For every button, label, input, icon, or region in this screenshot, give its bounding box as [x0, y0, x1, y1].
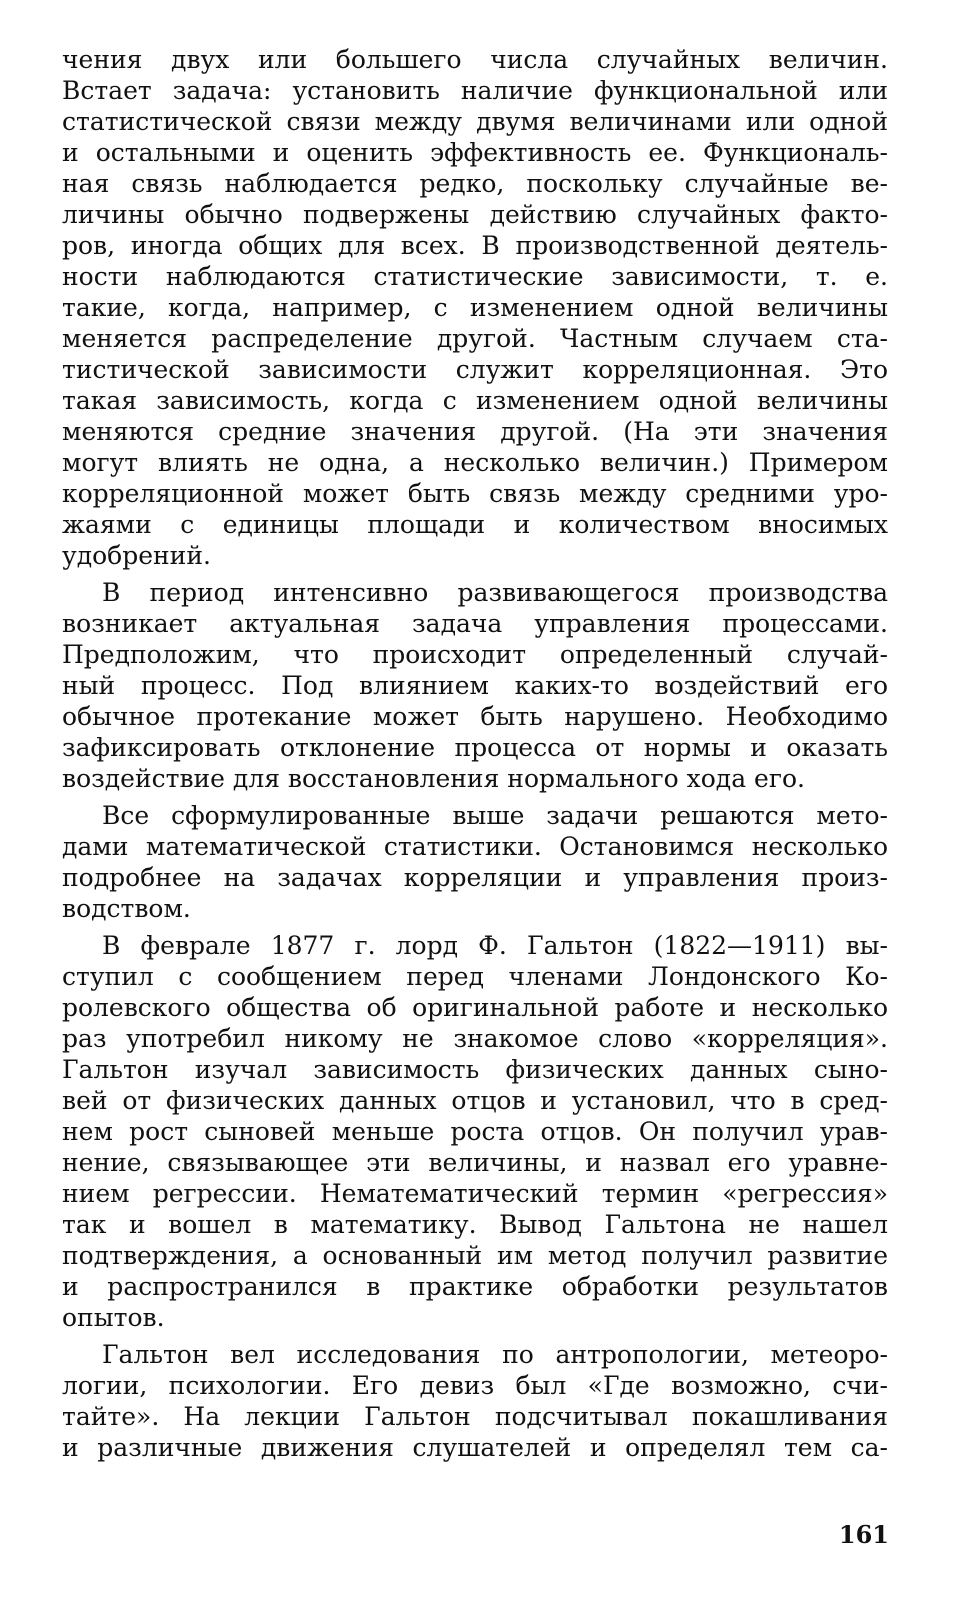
- text-line: тистической зависимости служит корреляционная. Это: [62, 355, 888, 384]
- text-line: нем рост сыновей меньше роста отцов. Он получил урав-: [62, 1117, 888, 1146]
- page-number: 161: [838, 1520, 889, 1549]
- text-line: В период интенсивно развивающегося производства: [102, 578, 888, 607]
- text-line: такая зависимость, когда с изменением одной величины: [62, 386, 888, 415]
- text-line: подробнее на задачах корреляции и управления произ-: [62, 863, 888, 892]
- text-line: раз употребил никому не знакомое слово «корреляция».: [62, 1024, 888, 1053]
- text-line: могут влиять не одна, а несколько величин.) Примером: [62, 448, 888, 477]
- paragraph: [62, 800, 888, 924]
- text-line: логии, психологии. Его девиз был «Где возможно, счи-: [62, 1371, 888, 1400]
- text-line: нием регрессии. Нематематический термин «регрессия»: [62, 1179, 888, 1208]
- text-line: чения двух или большего числа случайных величин.: [62, 45, 888, 74]
- text-line: и остальными и оценить эффективность ее. Функциональ-: [62, 138, 888, 167]
- text-line: обычное протекание может быть нарушено. Необходимо: [62, 702, 888, 731]
- text-line: Встает задача: установить наличие функциональной или: [62, 76, 888, 105]
- text-line: личины обычно подвержены действию случайных факто-: [62, 200, 888, 229]
- text-line: и различные движения слушателей и определял тем са-: [62, 1433, 888, 1462]
- text-line: меняется распределение другой. Частным случаем ста-: [62, 324, 888, 353]
- text-line: Все сформулированные выше задачи решаются мето-: [102, 801, 888, 830]
- paragraph: [62, 44, 888, 571]
- text-line: и распространился в практике обработки результатов: [62, 1272, 888, 1301]
- text-line: подтверждения, а основанный им метод получил развитие: [62, 1241, 888, 1270]
- text-line: тайте». На лекции Гальтон подсчитывал покашливания: [62, 1402, 888, 1431]
- text-line: меняются средние значения другой. (На эти значения: [62, 417, 888, 446]
- text-line: зафиксировать отклонение процесса от нормы и оказать: [62, 733, 888, 762]
- text-line: такие, когда, например, с изменением одной величины: [62, 293, 888, 322]
- text-line: дами математической статистики. Остановимся несколько: [62, 832, 888, 861]
- text-line: так и вошел в математику. Вывод Гальтона не нашел: [62, 1210, 888, 1239]
- text-line: воздействие для восстановления нормального хода его.: [62, 764, 805, 793]
- text-line: водством.: [62, 894, 191, 923]
- text-line: ный процесс. Под влиянием каких-то воздействий его: [62, 671, 888, 700]
- text-line: ности наблюдаются статистические зависимости, т. е.: [62, 262, 888, 291]
- text-line: корреляционной может быть связь между средними уро-: [62, 479, 888, 508]
- text-line: ролевского общества об оригинальной работе и несколько: [62, 993, 888, 1022]
- text-line: возникает актуальная задача управления процессами.: [62, 609, 888, 638]
- text-line: статистической связи между двумя величинами или одной: [62, 107, 888, 136]
- text-line: вей от физических данных отцов и установил, что в сред-: [62, 1086, 888, 1115]
- page-text: [62, 44, 888, 1469]
- text-line: Гальтон вел исследования по антропологии, метеоро-: [102, 1340, 888, 1369]
- text-line: нение, связывающее эти величины, и назвал его уравне-: [62, 1148, 888, 1177]
- text-line: ров, иногда общих для всех. В производственной деятель-: [62, 231, 888, 260]
- text-line: удобрений.: [62, 541, 211, 570]
- paragraph: [62, 1339, 888, 1463]
- paragraph: [62, 930, 888, 1333]
- text-line: В феврале 1877 г. лорд Ф. Гальтон (1822—1911) вы-: [102, 931, 888, 960]
- text-line: Гальтон изучал зависимость физических данных сыно-: [62, 1055, 888, 1084]
- text-line: жаями с единицы площади и количеством вносимых: [62, 510, 888, 539]
- text-line: опытов.: [62, 1303, 165, 1332]
- text-line: ная связь наблюдается редко, поскольку случайные ве-: [62, 169, 888, 198]
- text-line: Предположим, что происходит определенный случай-: [62, 640, 888, 669]
- paragraph: [62, 577, 888, 794]
- text-line: ступил с сообщением перед членами Лондонского Ко-: [62, 962, 888, 991]
